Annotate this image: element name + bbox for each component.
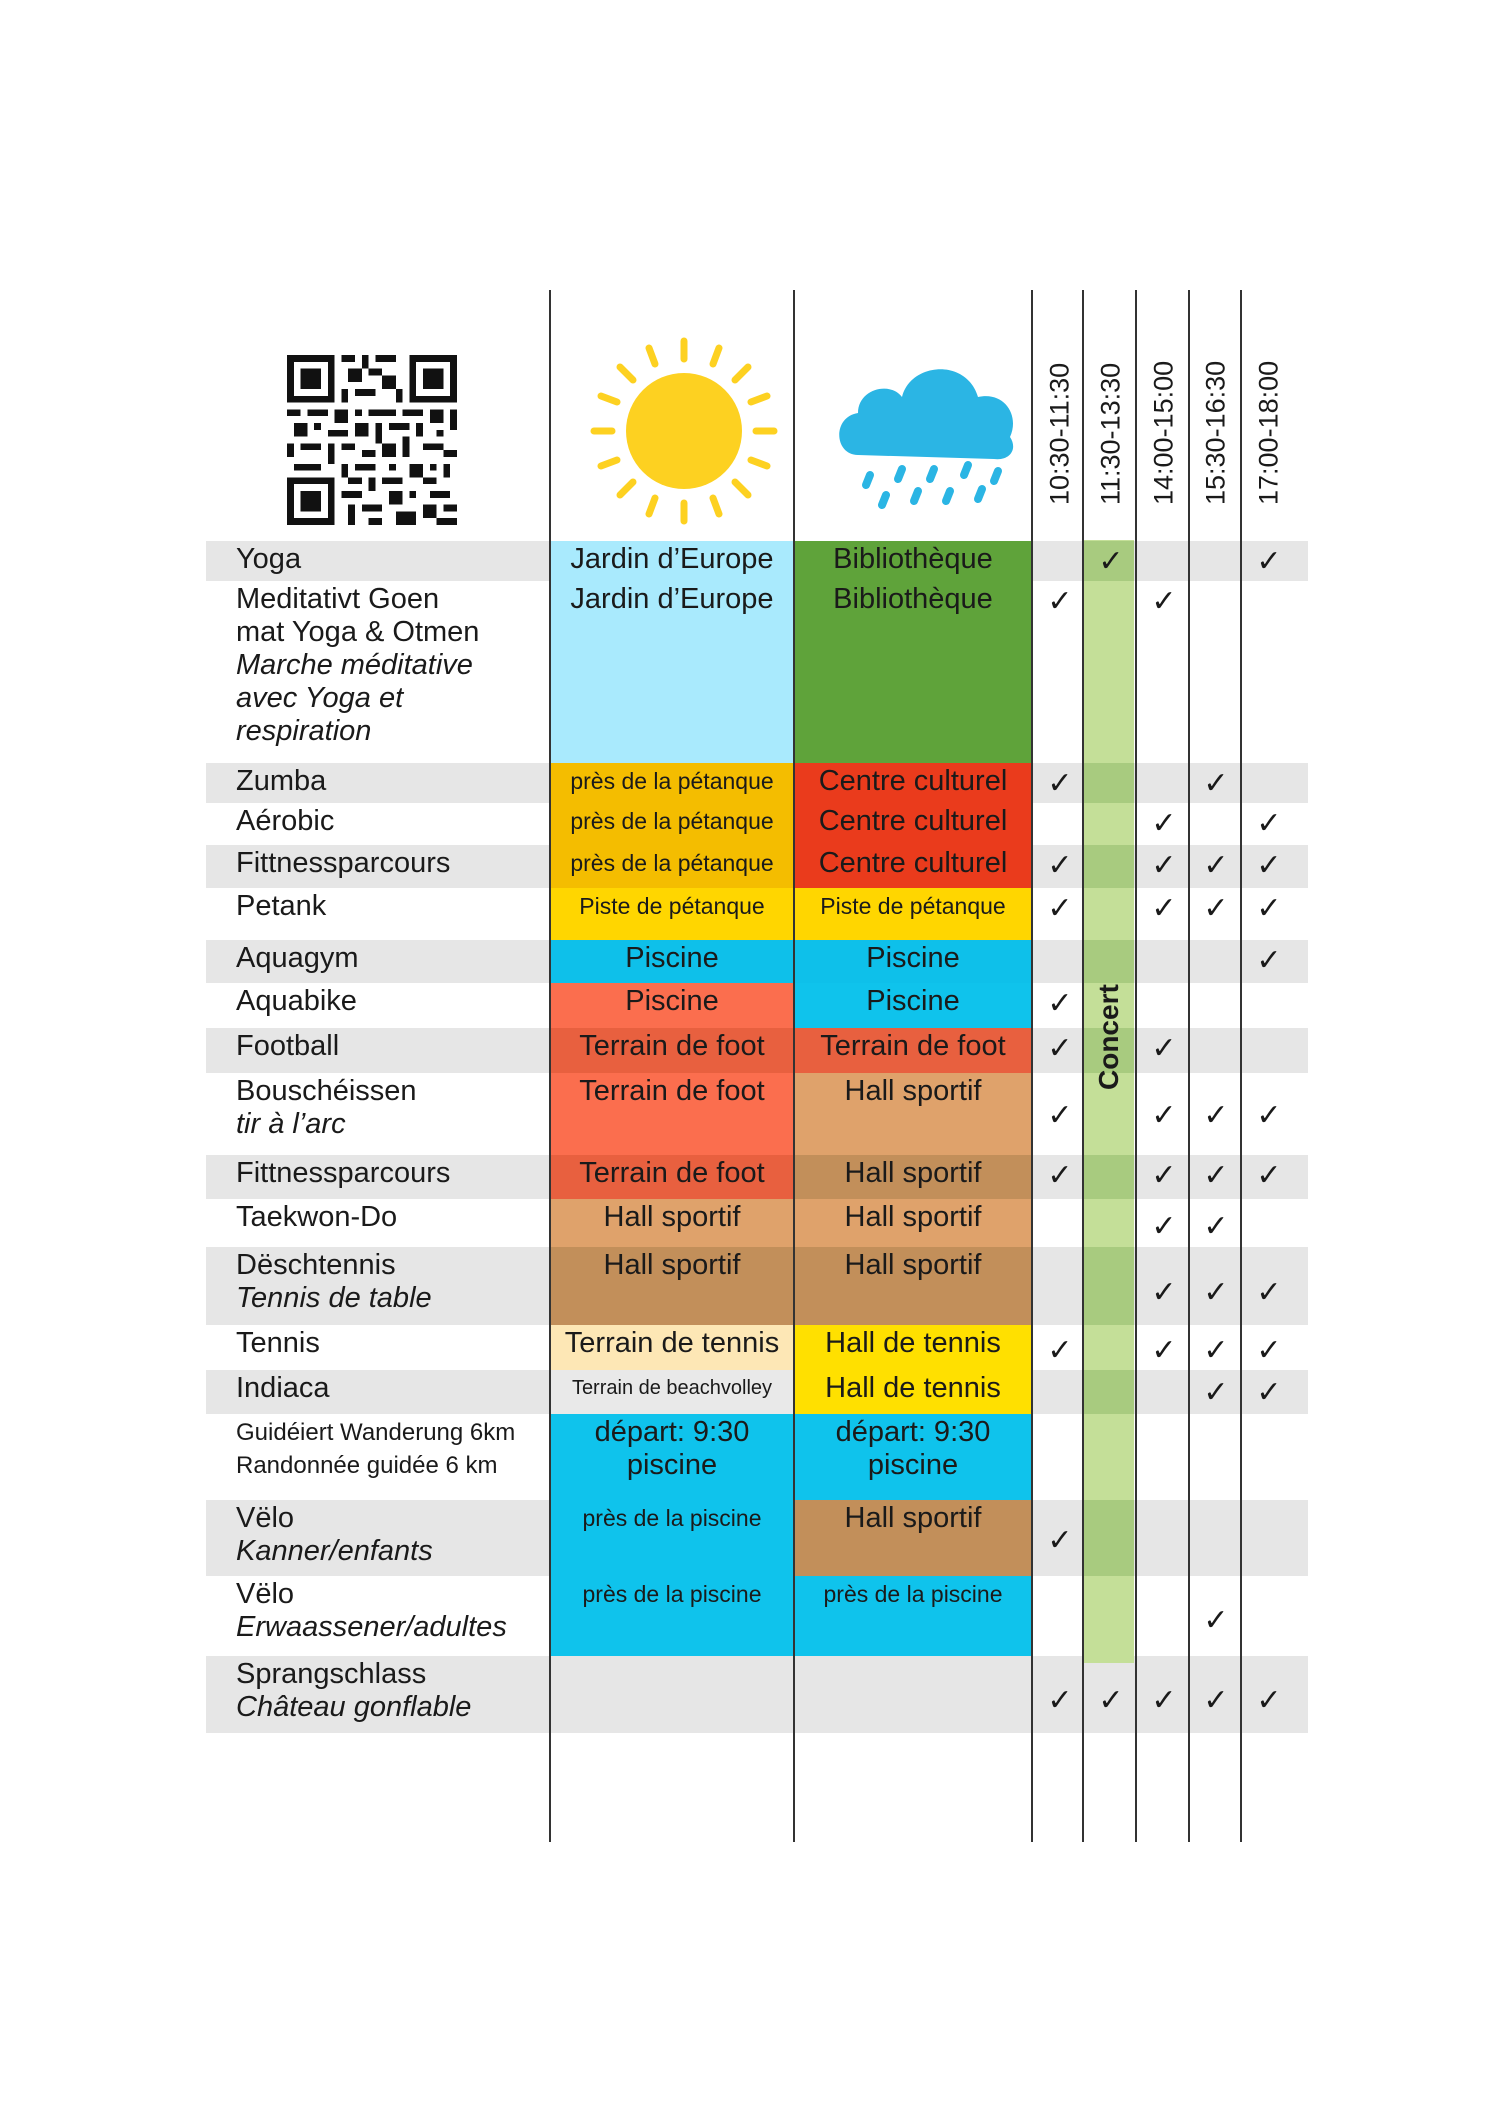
- concert-band-stripe: [1084, 1247, 1134, 1325]
- check-mark: ✓: [1203, 1158, 1229, 1193]
- rainy-location: Piscine: [795, 940, 1031, 983]
- sunny-location: près de la piscine: [551, 1500, 793, 1576]
- activity-name: Aquagym: [236, 942, 359, 974]
- rainy-location: Piste de pétanque: [795, 888, 1031, 940]
- check-mark: ✓: [1203, 1209, 1229, 1244]
- sunny-location: près de la pétanque: [551, 845, 793, 888]
- time-slot-header: [1138, 305, 1190, 505]
- activity-name: Vëlo Kanner/enfants: [236, 1502, 433, 1567]
- rainy-location: départ: 9:30 piscine: [795, 1414, 1031, 1500]
- rainy-location: Centre culturel: [795, 763, 1031, 803]
- check-mark: ✓: [1151, 806, 1177, 841]
- time-slot-header: [1243, 305, 1295, 505]
- rainy-location: Bibliothèque: [795, 581, 1031, 763]
- sunny-location: près de la pétanque: [551, 803, 793, 845]
- sunny-location: Terrain de foot: [551, 1073, 793, 1155]
- rainy-location: Bibliothèque: [795, 541, 1031, 581]
- sunny-location: Terrain de beachvolley: [551, 1370, 793, 1414]
- check-mark: ✓: [1203, 1333, 1229, 1368]
- time-slot-header: [1085, 305, 1137, 505]
- rainy-location: Hall sportif: [795, 1500, 1031, 1576]
- rainy-location: Hall sportif: [795, 1199, 1031, 1247]
- check-mark: ✓: [1151, 584, 1177, 619]
- activity-name: Vëlo Erwaassener/adultes: [236, 1578, 507, 1643]
- concert-band-stripe: [1084, 1155, 1134, 1199]
- rainy-location: Hall de tennis: [795, 1325, 1031, 1370]
- qr-code-icon: [287, 355, 457, 525]
- check-mark: ✓: [1047, 1333, 1073, 1368]
- check-mark: ✓: [1256, 1275, 1282, 1310]
- concert-label: Concert: [1093, 984, 1124, 1090]
- grid-line: [793, 290, 795, 1842]
- check-mark: ✓: [1203, 1375, 1229, 1410]
- activity-name: Fittnessparcours: [236, 1157, 451, 1189]
- check-mark: ✓: [1203, 891, 1229, 926]
- check-mark: ✓: [1047, 1523, 1073, 1558]
- check-mark: ✓: [1098, 544, 1124, 579]
- sunny-location: Terrain de foot: [551, 1028, 793, 1073]
- check-mark: ✓: [1047, 584, 1073, 619]
- activity-name: Football: [236, 1030, 340, 1062]
- grid-line: [1082, 290, 1084, 1842]
- activity-name: Guidéiert Wanderung 6km Randonnée guidée 6 km: [236, 1419, 516, 1479]
- grid-line: [549, 290, 551, 1842]
- sunny-location: Terrain de foot: [551, 1155, 793, 1199]
- sunny-location: Piste de pétanque: [551, 888, 793, 940]
- check-mark: ✓: [1047, 1098, 1073, 1133]
- sunny-location: Piscine: [551, 983, 793, 1028]
- concert-band-stripe: [1084, 763, 1134, 803]
- sunny-location: Piscine: [551, 940, 793, 983]
- check-mark: ✓: [1098, 1683, 1124, 1718]
- time-slot-label: 17:00-18:00: [1253, 360, 1284, 505]
- rainy-location: Hall de tennis: [795, 1370, 1031, 1414]
- sunny-location: Terrain de tennis: [551, 1325, 793, 1370]
- check-mark: ✓: [1151, 891, 1177, 926]
- check-mark: ✓: [1047, 1158, 1073, 1193]
- check-mark: ✓: [1203, 1275, 1229, 1310]
- sunny-location: [551, 1656, 793, 1733]
- activity-name: Tennis: [236, 1327, 320, 1359]
- activity-name: Fittnessparcours: [236, 847, 451, 879]
- check-mark: ✓: [1256, 1158, 1282, 1193]
- concert-band-stripe: [1084, 1370, 1134, 1414]
- check-mark: ✓: [1256, 1098, 1282, 1133]
- activity-name: Sprangschlass Château gonflable: [236, 1658, 472, 1723]
- check-mark: ✓: [1256, 806, 1282, 841]
- activity-name: Meditativt Goen mat Yoga & Otmen Marche méditative avec Yoga et respiration: [236, 583, 480, 747]
- time-slot-header: [1034, 305, 1086, 505]
- check-mark: ✓: [1203, 1603, 1229, 1638]
- rain-cloud-icon: [828, 345, 1026, 525]
- time-slot-label: 10:30-11:30: [1044, 362, 1075, 505]
- rainy-location: Centre culturel: [795, 845, 1031, 888]
- check-mark: ✓: [1203, 848, 1229, 883]
- rainy-location: Hall sportif: [795, 1247, 1031, 1325]
- check-mark: ✓: [1203, 1098, 1229, 1133]
- activity-name: Zumba: [236, 765, 327, 797]
- check-mark: ✓: [1047, 891, 1073, 926]
- rainy-location: Terrain de foot: [795, 1028, 1031, 1073]
- rainy-location: Centre culturel: [795, 803, 1031, 845]
- sun-icon: [588, 335, 780, 527]
- check-mark: ✓: [1256, 848, 1282, 883]
- grid-line: [1135, 290, 1137, 1842]
- rainy-location: [795, 1656, 1031, 1733]
- sunny-location: Jardin d’Europe: [551, 581, 793, 763]
- check-mark: ✓: [1203, 766, 1229, 801]
- check-mark: ✓: [1047, 1031, 1073, 1066]
- time-slot-header: [1190, 305, 1242, 505]
- sunny-location: Hall sportif: [551, 1247, 793, 1325]
- check-mark: ✓: [1151, 848, 1177, 883]
- grid-line: [1031, 290, 1033, 1842]
- grid-line: [1188, 290, 1190, 1842]
- check-mark: ✓: [1151, 1275, 1177, 1310]
- activity-name: Taekwon-Do: [236, 1201, 398, 1233]
- check-mark: ✓: [1256, 544, 1282, 579]
- concert-band: [1084, 540, 1134, 1663]
- activity-name: Bouschéissen tir à l’arc: [236, 1075, 417, 1140]
- sunny-location: près de la pétanque: [551, 763, 793, 803]
- sunny-location: Jardin d’Europe: [551, 541, 793, 581]
- check-mark: ✓: [1256, 1375, 1282, 1410]
- time-slot-label: 14:00-15:00: [1148, 360, 1179, 505]
- concert-band-stripe: [1084, 845, 1134, 888]
- check-mark: ✓: [1256, 943, 1282, 978]
- sunny-location: départ: 9:30 piscine: [551, 1414, 793, 1500]
- check-mark: ✓: [1047, 986, 1073, 1021]
- check-mark: ✓: [1203, 1683, 1229, 1718]
- check-mark: ✓: [1151, 1098, 1177, 1133]
- check-mark: ✓: [1151, 1209, 1177, 1244]
- rainy-location: Hall sportif: [795, 1155, 1031, 1199]
- sunny-location: près de la piscine: [551, 1576, 793, 1656]
- check-mark: ✓: [1047, 848, 1073, 883]
- check-mark: ✓: [1151, 1158, 1177, 1193]
- time-slot-label: 11:30-13:30: [1095, 362, 1126, 505]
- grid-line: [1240, 290, 1242, 1842]
- concert-band-stripe: [1084, 1500, 1134, 1576]
- check-mark: ✓: [1256, 891, 1282, 926]
- rainy-location: Hall sportif: [795, 1073, 1031, 1155]
- activity-name: Petank: [236, 890, 327, 922]
- activity-name: Aérobic: [236, 805, 335, 837]
- time-slot-label: 15:30-16:30: [1200, 360, 1231, 505]
- check-mark: ✓: [1151, 1683, 1177, 1718]
- activity-name: Dëschtennis Tennis de table: [236, 1249, 432, 1314]
- check-mark: ✓: [1256, 1683, 1282, 1718]
- check-mark: ✓: [1151, 1333, 1177, 1368]
- check-mark: ✓: [1047, 1683, 1073, 1718]
- rainy-location: près de la piscine: [795, 1576, 1031, 1656]
- rainy-location: Piscine: [795, 983, 1031, 1028]
- check-mark: ✓: [1151, 1031, 1177, 1066]
- sunny-location: Hall sportif: [551, 1199, 793, 1247]
- activity-name: Yoga: [236, 543, 302, 575]
- check-mark: ✓: [1256, 1333, 1282, 1368]
- activity-name: Indiaca: [236, 1372, 330, 1404]
- activity-name: Aquabike: [236, 985, 357, 1017]
- check-mark: ✓: [1047, 766, 1073, 801]
